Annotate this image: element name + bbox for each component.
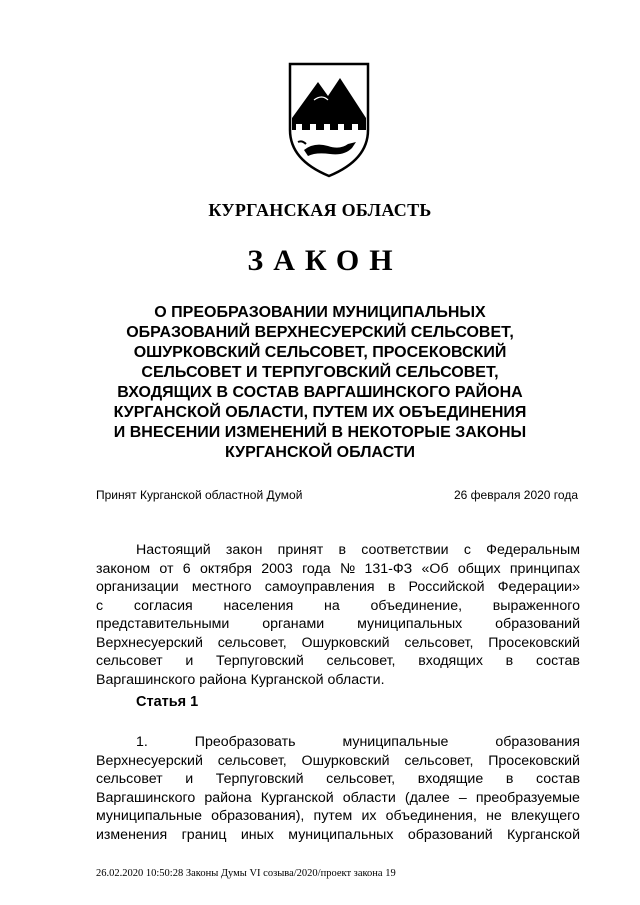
word: организации xyxy=(96,579,179,595)
word: образований xyxy=(495,616,580,632)
text-line xyxy=(96,597,580,616)
text-line xyxy=(96,634,580,653)
word: области xyxy=(342,789,396,806)
text-line xyxy=(96,560,580,579)
word: года xyxy=(302,560,331,577)
word: Варгашинского xyxy=(96,671,196,688)
title-line: О ПРЕОБРАЗОВАНИИ МУНИЦИПАЛЬНЫХ xyxy=(154,304,486,321)
article-heading: Статья 1 xyxy=(136,694,199,710)
word: органами xyxy=(262,616,325,632)
word: Ошурковский xyxy=(301,752,390,769)
word: муниципальных xyxy=(357,616,463,632)
word: самоуправления xyxy=(264,579,375,595)
word: 2003 xyxy=(261,560,293,577)
adoption-date: 26 февраля 2020 года xyxy=(453,488,578,502)
word: Терпуговский xyxy=(216,653,304,669)
word: 6 xyxy=(182,560,191,577)
coat-of-arms-emblem xyxy=(286,60,372,180)
adoption-line xyxy=(96,488,578,502)
title-line: КУРГАНСКОЙ ОБЛАСТИ, ПУТЕМ ИХ ОБЪЕДИНЕНИЯ xyxy=(113,404,527,421)
word: Ошурковский xyxy=(301,634,390,651)
word: на xyxy=(324,597,340,614)
word: – xyxy=(458,789,467,806)
word: границ xyxy=(181,826,227,843)
text-line xyxy=(96,789,580,808)
text-line xyxy=(96,770,580,789)
word: принципах xyxy=(509,560,580,577)
word: образования), xyxy=(211,808,305,824)
word: образований xyxy=(407,826,493,843)
word: в xyxy=(387,579,396,595)
word: муниципальные xyxy=(342,734,449,750)
word: 1. xyxy=(136,734,148,750)
word: их xyxy=(361,808,377,824)
word: объединения, xyxy=(385,808,477,824)
text-line xyxy=(96,807,580,826)
word: влекущего xyxy=(510,808,580,824)
word: объединение, xyxy=(370,597,463,614)
word: Курганской xyxy=(507,826,580,843)
title-line: ОШУРКОВСКИЙ СЕЛЬСОВЕТ, ПРОСЕКОВСКИЙ xyxy=(133,344,507,361)
word: Федерации» xyxy=(497,579,580,595)
word: сельсовет, xyxy=(217,634,287,651)
word: выраженного xyxy=(492,597,580,614)
word: сельсовет, xyxy=(326,653,396,669)
word: представительными xyxy=(96,616,230,632)
word: принят xyxy=(277,542,324,558)
region-heading: КУРГАНСКАЯ ОБЛАСТЬ xyxy=(208,200,432,220)
word: Верхнесуерский xyxy=(96,752,203,769)
word: Варгашинского xyxy=(96,789,196,806)
word: законом xyxy=(96,560,151,577)
word: соответствии xyxy=(361,542,449,558)
word: путем xyxy=(313,808,353,824)
word: муниципальные xyxy=(96,808,202,824)
word: Преобразовать xyxy=(194,734,296,750)
word: Терпуговский xyxy=(215,771,304,787)
word: в xyxy=(505,653,514,669)
word: сельсовет xyxy=(96,771,163,787)
word: района xyxy=(199,671,247,688)
word: входящие xyxy=(417,771,484,787)
word: закон xyxy=(225,542,263,558)
word: сельсовет, xyxy=(404,752,474,769)
word: Федеральным xyxy=(486,542,580,558)
title-line: И ВНЕСЕНИИ ИЗМЕНЕНИЙ В НЕКОТОРЫЕ ЗАКОНЫ xyxy=(113,424,527,441)
text-line xyxy=(96,615,580,634)
text-line xyxy=(96,733,580,752)
word: Курганской xyxy=(250,671,324,688)
word: и xyxy=(185,771,194,787)
word: с xyxy=(96,597,104,614)
word: Просековский xyxy=(488,752,580,769)
word: сельсовет, xyxy=(404,634,474,651)
word: состав xyxy=(535,653,580,669)
word: Просековский xyxy=(488,634,580,651)
word: изменения xyxy=(96,826,168,843)
word: состав xyxy=(535,771,580,787)
word: октября xyxy=(199,560,252,577)
word: от xyxy=(159,560,174,577)
text-line xyxy=(96,578,580,597)
footer-note: 26.02.2020 10:50:28 Законы Думы VI созыва/2020/проект закона 19 xyxy=(96,868,396,879)
word: области. xyxy=(327,671,385,688)
word: Российской xyxy=(408,579,485,595)
adopted-by: Принят Курганской областной Думой xyxy=(96,488,303,502)
word: 131-ФЗ xyxy=(364,560,413,577)
title-line: КУРГАНСКОЙ ОБЛАСТИ xyxy=(224,444,416,461)
word: в xyxy=(338,542,346,558)
text-line xyxy=(96,652,580,671)
word: в xyxy=(505,771,514,787)
word: преобразуемые xyxy=(475,789,580,806)
word: сельсовет, xyxy=(217,752,287,769)
word: общих xyxy=(457,560,501,577)
text-line xyxy=(96,826,580,845)
law-title xyxy=(60,303,580,463)
word: с xyxy=(463,542,471,558)
word: и xyxy=(185,653,194,669)
word: входящих xyxy=(418,653,483,669)
word: местного xyxy=(191,579,252,595)
word: Курганской xyxy=(260,789,334,806)
text-line xyxy=(96,541,580,560)
word: Настоящий xyxy=(136,542,211,558)
document-type-heading: ЗАКОН xyxy=(247,244,403,277)
word: иных xyxy=(240,826,274,843)
word: образования xyxy=(495,734,580,750)
text-line xyxy=(96,671,580,690)
title-line: ВХОДЯЩИХ В СОСТАВ ВАРГАШИНСКОГО РАЙОНА xyxy=(117,384,523,401)
word: муниципальных xyxy=(288,826,394,843)
word: сельсовет, xyxy=(326,771,396,787)
word: «Об xyxy=(421,560,449,577)
article-1-paragraph xyxy=(96,733,580,844)
title-line: СЕЛЬСОВЕТ И ТЕРПУГОВСКИЙ СЕЛЬСОВЕТ, xyxy=(141,364,499,381)
word: района xyxy=(204,789,252,806)
word: не xyxy=(486,808,502,824)
word: сельсовет xyxy=(96,653,163,669)
word: Верхнесуерский xyxy=(96,634,203,651)
text-line xyxy=(96,752,580,771)
word: № xyxy=(339,560,356,577)
word: населения xyxy=(223,597,294,614)
title-line: ОБРАЗОВАНИЙ ВЕРХНЕСУЕРСКИЙ СЕЛЬСОВЕТ, xyxy=(126,324,514,341)
word: согласия xyxy=(133,597,193,614)
preamble-paragraph xyxy=(96,541,580,689)
word: (далее xyxy=(404,789,450,806)
